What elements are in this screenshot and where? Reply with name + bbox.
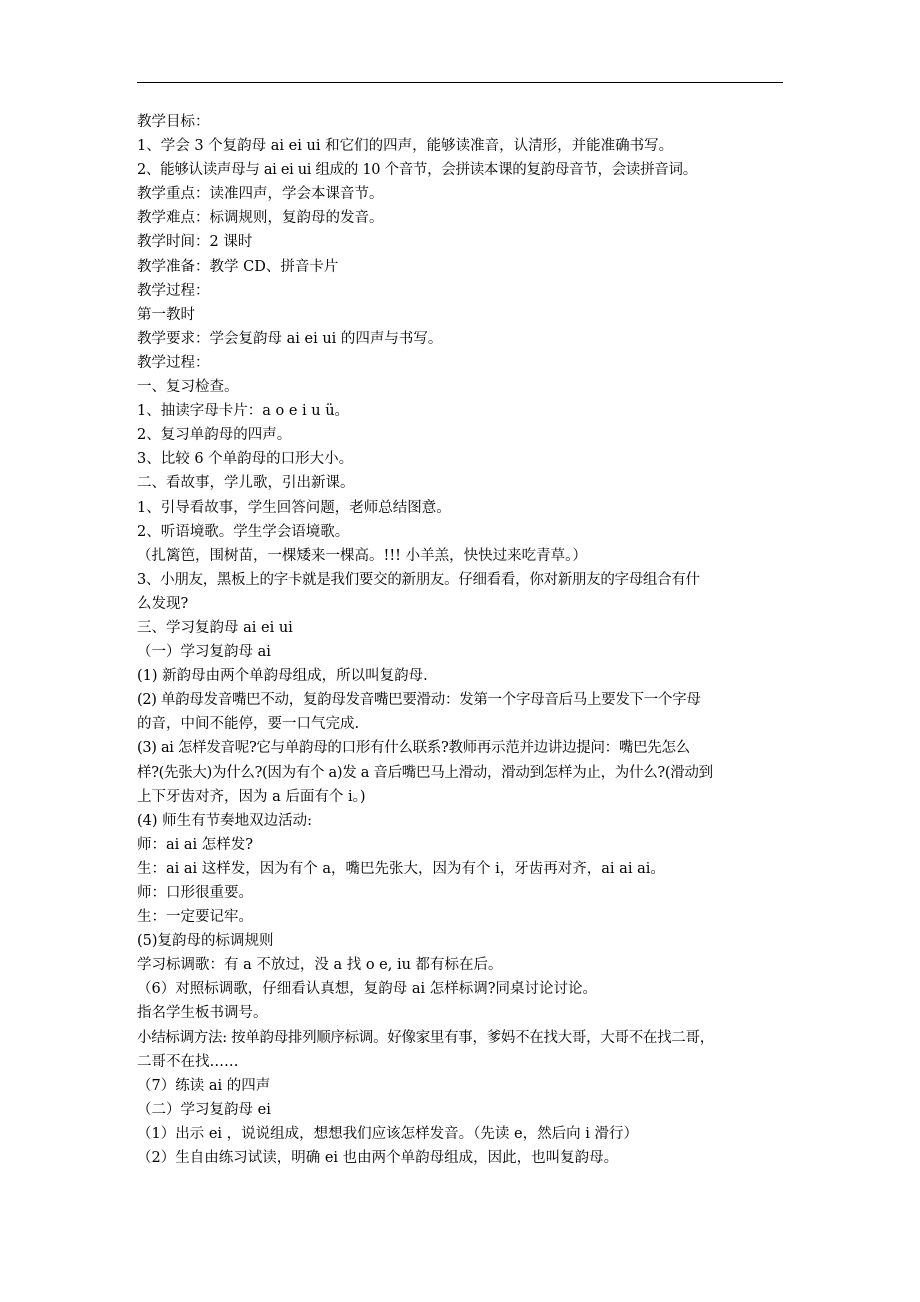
section-heading: 第一教时 <box>137 306 195 323</box>
text-line: 小结标调方法: 按单韵母排列顺序标调。好像家里有事，爹妈不在找大哥，大哥不在找二哥， <box>137 1029 714 1046</box>
document-body <box>137 110 787 1170</box>
text-line: (4) 师生有节奏地双边活动: <box>137 812 313 829</box>
text-line: 3、小朋友，黑板上的字卡就是我们要交的新朋友。仔细看看，你对新朋友的字母组合有什 <box>137 571 700 588</box>
section-heading: 三、学习复韵母 ai ei ui <box>137 619 293 636</box>
text-line: 2、复习单韵母的四声。 <box>137 427 292 444</box>
text-line: (3) ai 怎样发音呢?它与单韵母的口形有什么联系?教师再示范并边讲边提问：嘴巴先怎么 <box>137 740 690 757</box>
text-line: 2、能够认读声母与 ai ei ui 组成的 10 个音节，会拼读本课的复韵母音节，会读拼音词。 <box>137 162 697 179</box>
text-line: 教学难点：标调规则，复韵母的发音。 <box>137 210 384 227</box>
text-line: 教学时间：2 课时 <box>137 234 253 251</box>
text-line: 上下牙齿对齐，因为 a 后面有个 i。) <box>137 788 366 805</box>
text-line: （1）出示 ei ，说说组成，想想我们应该怎样发音。（先读 e，然后向 i 滑行） <box>137 1125 638 1142</box>
text-line: 1、抽读字母卡片：a o e i u ü。 <box>137 403 350 420</box>
text-line: 指名学生板书调号。 <box>137 1005 268 1022</box>
text-line: （7）练读 ai 的四声 <box>137 1077 271 1094</box>
text-line: 师：口形很重要。 <box>137 885 253 901</box>
text-line: (2) 单韵母发音嘴巴不动，复韵母发音嘴巴要滑动：发第一个字母音后马上要发下一个字母 <box>137 692 701 709</box>
header-rule <box>137 82 783 83</box>
text-line: 二哥不在找…… <box>137 1053 239 1070</box>
section-heading: （一）学习复韵母 ai <box>137 644 271 661</box>
text-line: (1) 新韵母由两个单韵母组成，所以叫复韵母. <box>137 668 428 685</box>
text-line: 1、引导看故事，学生回答问题，老师总结图意。 <box>137 499 451 516</box>
section-heading: 教学过程： <box>137 282 210 299</box>
text-line: 教学要求：学会复韵母 ai ei ui 的四声与书写。 <box>137 330 443 347</box>
text-line: （6）对照标调歌，仔细看认真想，复韵母 ai 怎样标调?同桌讨论讨论。 <box>137 981 597 998</box>
section-heading: 教学过程： <box>137 354 210 371</box>
section-heading: 一、复习检查。 <box>137 379 239 396</box>
text-line: 生：一定要记牢。 <box>137 909 253 926</box>
section-heading: 二、看故事，学儿歌，引出新课。 <box>137 475 355 492</box>
text-line: 教学准备：教学 CD、拼音卡片 <box>137 258 339 275</box>
text-line: 师：ai ai 怎样发? <box>137 836 254 853</box>
section-heading: 教学目标： <box>137 114 210 130</box>
text-line: （扎篱笆，围树苗，一棵矮来一棵高。!!! 小羊羔，快快过来吃青草。） <box>137 547 587 564</box>
text-line: 1、学会 3 个复韵母 ai ei ui 和它们的四声，能够读准音，认清形，并能准确书写。 <box>137 138 674 155</box>
section-heading: （二）学习复韵母 ei <box>137 1101 271 1118</box>
text-line: 教学重点：读准四声，学会本课音节。 <box>137 186 384 203</box>
text-line: （2）生自由练习试读，明确 ei 也由两个单韵母组成，因此，也叫复韵母。 <box>137 1150 619 1167</box>
text-line: 3、比较 6 个单韵母的口形大小。 <box>137 451 354 468</box>
text-line: 学习标调歌：有 a 不放过，没 a 找 o e, iu 都有标在后。 <box>137 957 503 974</box>
section-heading: (5)复韵母的标调规则 <box>137 933 274 950</box>
text-line: 生：ai ai 这样发，因为有个 a，嘴巴先张大，因为有个 i，牙齿再对齐，ai ai ai。 <box>137 860 665 877</box>
text-line: 的音，中间不能停，要一口气完成. <box>137 716 360 733</box>
text-line: 么发现? <box>137 595 189 612</box>
text-line: 样?(先张大)为什么?(因为有个 a)发 a 音后嘴巴马上滑动，滑动到怎样为止，为什么?(滑动到 <box>137 764 713 781</box>
text-line: 2、听语境歌。学生学会语境歌。 <box>137 523 350 540</box>
